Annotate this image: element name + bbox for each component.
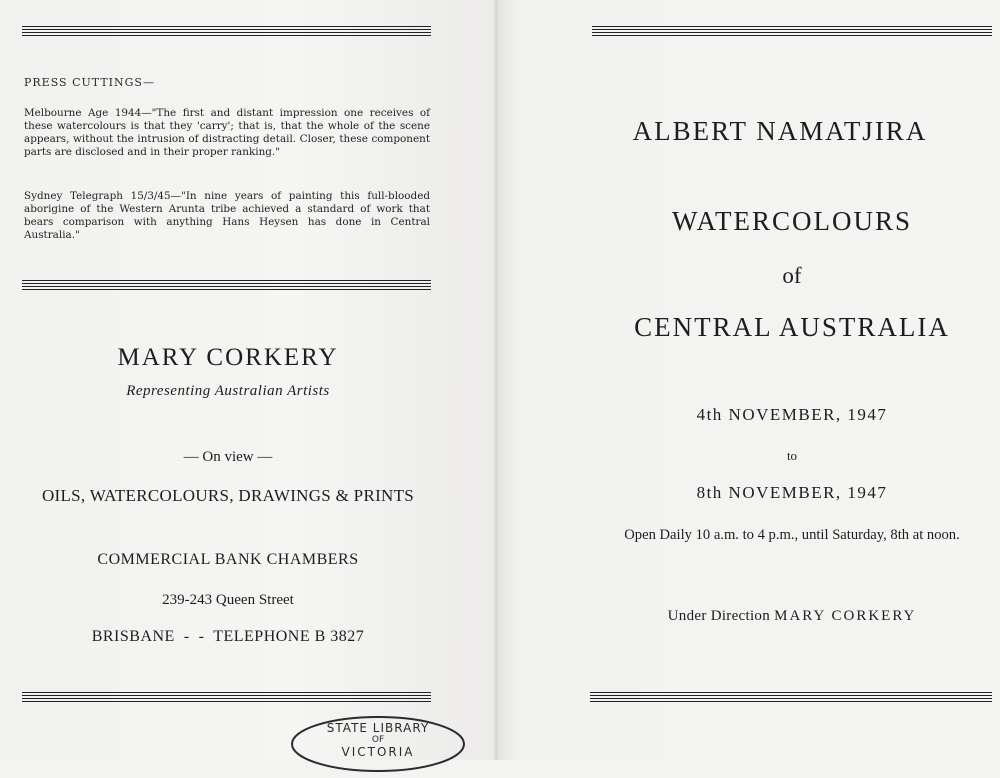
- address-street: 239-243 Queen Street: [162, 592, 294, 608]
- address-building: COMMERCIAL BANK CHAMBERS: [97, 551, 359, 568]
- address-city-telephone: BRISBANE - - TELEPHONE B 3827: [91, 628, 365, 645]
- dealer-name: MARY CORKERY: [117, 344, 339, 371]
- artist-name: ALBERT NAMATJIRA: [632, 116, 928, 146]
- right-bottom-rule: [590, 692, 992, 702]
- end-date: 8th NOVEMBER, 1947: [696, 483, 888, 502]
- left-middle-rule: [22, 280, 431, 290]
- stamp-line-2: OF: [371, 735, 385, 745]
- opening-hours: Open Daily 10 a.m. to 4 p.m., until Saturday, 8th at noon.: [624, 527, 960, 543]
- media-list: OILS, WATERCOLOURS, DRAWINGS & PRINTS: [41, 486, 415, 505]
- press-quote-melbourne-age: Melbourne Age 1944—"The first and distant impression one receives of these watercolours is that they 'carry'; that is, that the whole of the scene appears, without the intrusion of distracting detail. Closer, these component parts are disclosed and in their proper ranking.": [24, 107, 430, 158]
- stamp-line-1: STATE LIBRARY: [326, 721, 430, 735]
- direction-name: MARY CORKERY: [774, 608, 917, 624]
- on-view-label: — On view —: [183, 449, 273, 465]
- left-top-rule: [22, 26, 431, 36]
- press-quote-sydney-telegraph: Sydney Telegraph 15/3/45—"In nine years of painting this full-blooded aborigine of the Western Arunta tribe achieved a standard of work that bears comparison with anything Hans Heysen has done in Central Australia.": [24, 190, 430, 241]
- left-bottom-rule: [22, 692, 431, 702]
- right-page: [498, 0, 1000, 760]
- right-top-rule: [592, 26, 992, 36]
- stamp-line-3: VICTORIA: [341, 745, 415, 759]
- exhibition-title-line-1: WATERCOLOURS: [671, 206, 912, 236]
- direction-prefix: Under Direction: [667, 608, 771, 624]
- exhibition-title-line-2: CENTRAL AUSTRALIA: [634, 312, 950, 342]
- press-cuttings-heading: PRESS CUTTINGS—: [24, 76, 155, 89]
- exhibition-title-of: of: [782, 263, 802, 288]
- dealer-subtitle: Representing Australian Artists: [126, 383, 330, 399]
- under-direction: [572, 608, 1000, 625]
- start-date: 4th NOVEMBER, 1947: [696, 405, 888, 424]
- library-stamp: [290, 714, 466, 778]
- date-to: to: [786, 448, 798, 463]
